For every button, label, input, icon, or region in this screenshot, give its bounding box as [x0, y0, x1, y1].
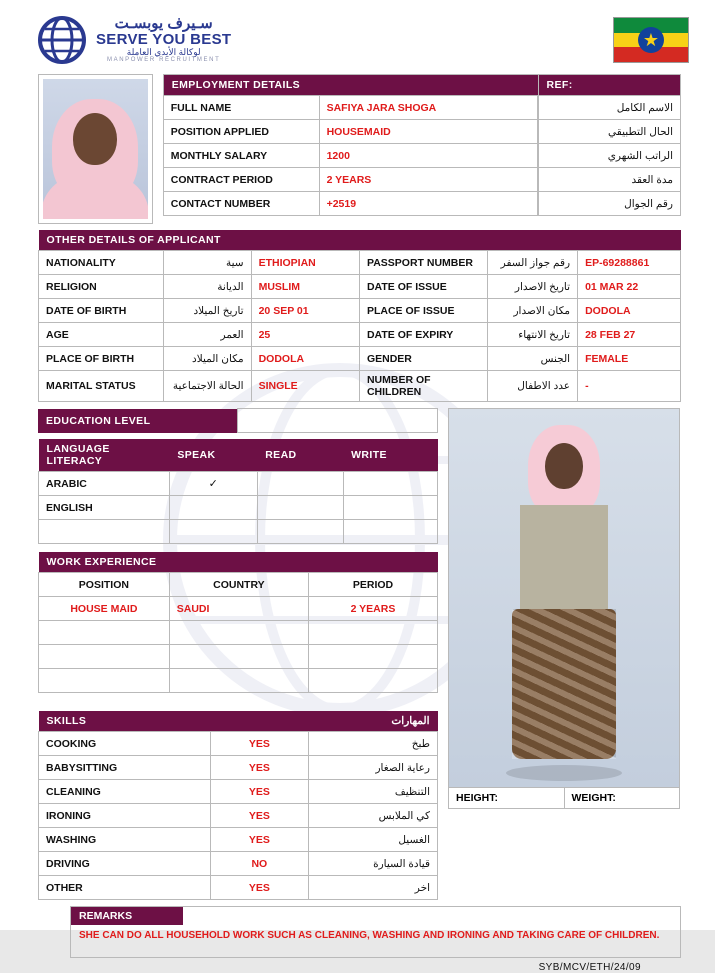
applicant-full-body-photo [448, 408, 680, 809]
number-of-children-value: - [578, 371, 681, 402]
brand-tagline: MANPOWER RECRUITMENT [107, 57, 221, 64]
lower-section [0, 402, 715, 900]
skill-cooking-label: COOKING [39, 732, 211, 756]
monthly-salary-arabic: الراتب الشهري [538, 144, 681, 168]
work-position-empty[interactable] [39, 669, 170, 693]
position-applied-arabic: الحال التطبيقي [538, 120, 681, 144]
language-col-speak: SPEAK [169, 439, 257, 472]
brand-arabic-subtitle: لوكالة الأيدي العاملة [126, 46, 201, 57]
employment-header: EMPLOYMENT DETAILS [163, 75, 538, 96]
arabic-read-cell[interactable] [257, 472, 343, 496]
work-period-empty[interactable] [308, 621, 437, 645]
place-of-issue-arabic: مكان الاصدار [487, 299, 578, 323]
skill-other-value: YES [211, 876, 308, 900]
contact-number-label: CONTACT NUMBER [163, 192, 319, 216]
language-col-write: WRITE [343, 439, 437, 472]
ref-label: REF: [538, 75, 681, 96]
contact-number-arabic: رقم الجوال [538, 192, 681, 216]
table-row [163, 96, 680, 120]
contact-number-value: +2519 [319, 192, 537, 216]
language-english-label: ENGLISH [39, 496, 170, 520]
skill-cleaning-value: YES [211, 780, 308, 804]
document-header [0, 0, 715, 70]
contract-period-arabic: مدة العقد [538, 168, 681, 192]
education-table [38, 408, 438, 433]
skill-other-label: OTHER [39, 876, 211, 900]
weight-field[interactable] [564, 787, 680, 808]
skills-header: SKILLS [39, 711, 211, 732]
contract-period-value: 2 YEARS [319, 168, 537, 192]
place-of-birth-label: PLACE OF BIRTH [39, 347, 164, 371]
table-row [39, 852, 438, 876]
date-of-issue-label: DATE OF ISSUE [359, 275, 487, 299]
table-row [163, 192, 680, 216]
table-row [39, 645, 438, 669]
employment-details-table [163, 74, 681, 216]
passport-number-label: PASSPORT NUMBER [359, 251, 487, 275]
place-of-birth-arabic: مكان الميلاد [164, 347, 252, 371]
place-of-issue-label: PLACE OF ISSUE [359, 299, 487, 323]
table-row [39, 323, 681, 347]
date-of-expiry-value: 28 FEB 27 [578, 323, 681, 347]
table-row [39, 804, 438, 828]
employment-section [0, 70, 715, 224]
work-country-empty[interactable] [169, 621, 308, 645]
skill-ironing-label: IRONING [39, 804, 211, 828]
table-row [163, 168, 680, 192]
skills-table [38, 711, 438, 900]
passport-number-value: EP-69288861 [578, 251, 681, 275]
full-name-value: SAFIYA JARA SHOGA [319, 96, 537, 120]
globe-icon [36, 14, 88, 66]
number-of-children-arabic: عدد الاطفال [487, 371, 578, 402]
education-header: EDUCATION LEVEL [38, 409, 237, 433]
brand-arabic-title: سـيرف يوبسـت [114, 15, 213, 33]
table-row [39, 621, 438, 645]
date-of-birth-value: 20 SEP 01 [251, 299, 359, 323]
skill-babysitting-arabic: رعاية الصغار [308, 756, 437, 780]
other-details-header: OTHER DETAILS OF APPLICANT [39, 230, 360, 251]
skill-cooking-arabic: طبخ [308, 732, 437, 756]
skill-washing-arabic: الغسيل [308, 828, 437, 852]
position-applied-value: HOUSEMAID [319, 120, 537, 144]
skill-cooking-value: YES [211, 732, 308, 756]
work-period-value: 2 YEARS [308, 597, 437, 621]
date-of-birth-label: DATE OF BIRTH [39, 299, 164, 323]
work-country-empty[interactable] [169, 669, 308, 693]
place-of-birth-value: DODOLA [251, 347, 359, 371]
height-label: HEIGHT: [456, 792, 498, 804]
work-col-period: PERIOD [308, 573, 437, 597]
table-row [39, 597, 438, 621]
full-name-arabic: الاسم الكامل [538, 96, 681, 120]
english-speak-cell[interactable] [169, 496, 257, 520]
table-row [39, 520, 438, 544]
language-header: LANGUAGE LITERACY [39, 439, 170, 472]
english-read-cell[interactable] [257, 496, 343, 520]
skill-babysitting-label: BABYSITTING [39, 756, 211, 780]
date-of-expiry-label: DATE OF EXPIRY [359, 323, 487, 347]
place-of-issue-value: DODOLA [578, 299, 681, 323]
table-row [39, 828, 438, 852]
arabic-speak-cell[interactable]: ✓ [169, 472, 257, 496]
age-value: 25 [251, 323, 359, 347]
applicant-portrait-photo [38, 74, 153, 224]
table-row [39, 669, 438, 693]
age-arabic: العمر [164, 323, 252, 347]
nationality-arabic: سية [164, 251, 252, 275]
skill-washing-label: WASHING [39, 828, 211, 852]
table-row [39, 299, 681, 323]
nationality-label: NATIONALITY [39, 251, 164, 275]
skill-other-arabic: اخر [308, 876, 437, 900]
work-country-empty[interactable] [169, 645, 308, 669]
contract-period-label: CONTRACT PERIOD [163, 168, 319, 192]
gender-arabic: الجنس [487, 347, 578, 371]
table-row [39, 251, 681, 275]
work-position-value: HOUSE MAID [39, 597, 170, 621]
religion-arabic: الديانة [164, 275, 252, 299]
table-row [163, 120, 680, 144]
work-col-position: POSITION [39, 573, 170, 597]
skill-driving-label: DRIVING [39, 852, 211, 876]
full-name-label: FULL NAME [163, 96, 319, 120]
marital-status-value: SINGLE [251, 371, 359, 402]
nationality-value: ETHIOPIAN [251, 251, 359, 275]
age-label: AGE [39, 323, 164, 347]
education-value[interactable] [237, 409, 437, 433]
skill-babysitting-value: YES [211, 756, 308, 780]
work-period-empty[interactable] [308, 669, 437, 693]
date-of-expiry-arabic: تاريخ الانتهاء [487, 323, 578, 347]
marital-status-arabic: الحالة الاجتماعية [164, 371, 252, 402]
language-literacy-table [38, 439, 438, 544]
marital-status-label: MARITAL STATUS [39, 371, 164, 402]
table-row [39, 347, 681, 371]
work-experience-header: WORK EXPERIENCE [39, 552, 438, 573]
skill-ironing-arabic: كي الملابس [308, 804, 437, 828]
table-row [39, 732, 438, 756]
skill-washing-value: YES [211, 828, 308, 852]
company-brand [36, 14, 231, 66]
other-details-table [38, 230, 681, 402]
date-of-birth-arabic: تاريخ الميلاد [164, 299, 252, 323]
skill-cleaning-arabic: التنظيف [308, 780, 437, 804]
position-applied-label: POSITION APPLIED [163, 120, 319, 144]
religion-value: MUSLIM [251, 275, 359, 299]
date-of-issue-value: 01 MAR 22 [578, 275, 681, 299]
skill-driving-arabic: قيادة السيارة [308, 852, 437, 876]
ethiopia-flag-icon: ★ [613, 17, 689, 63]
monthly-salary-label: MONTHLY SALARY [163, 144, 319, 168]
work-country-value: SAUDI [169, 597, 308, 621]
reference-code: SYB/MCV/ETH/24/09 [538, 962, 641, 973]
language-arabic-label: ARABIC [39, 472, 170, 496]
monthly-salary-value: 1200 [319, 144, 537, 168]
other-details-section [0, 224, 715, 402]
english-write-cell[interactable] [343, 496, 437, 520]
remarks-text: SHE CAN DO ALL HOUSEHOLD WORK SUCH AS CLEANING, WASHING AND IRONING AND TAKING CARE OF CHILDREN. [79, 930, 660, 941]
table-row [39, 496, 438, 520]
work-position-empty[interactable] [39, 621, 170, 645]
religion-label: RELIGION [39, 275, 164, 299]
work-period-empty[interactable] [308, 645, 437, 669]
table-row [163, 144, 680, 168]
date-of-issue-arabic: تاريخ الاصدار [487, 275, 578, 299]
remarks-header: REMARKS [71, 907, 183, 925]
skill-driving-value: NO [211, 852, 308, 876]
skill-ironing-value: YES [211, 804, 308, 828]
work-experience-table [38, 552, 438, 693]
gender-label: GENDER [359, 347, 487, 371]
gender-value: FEMALE [578, 347, 681, 371]
language-col-read: READ [257, 439, 343, 472]
work-position-empty[interactable] [39, 645, 170, 669]
table-row [39, 275, 681, 299]
height-field[interactable] [449, 787, 564, 808]
remarks-section [0, 900, 715, 973]
table-row [39, 876, 438, 900]
work-col-country: COUNTRY [169, 573, 308, 597]
table-row [39, 780, 438, 804]
number-of-children-label: NUMBER OF CHILDREN [359, 371, 487, 402]
table-row [39, 371, 681, 402]
skill-cleaning-label: CLEANING [39, 780, 211, 804]
table-row [39, 472, 438, 496]
table-row [39, 756, 438, 780]
arabic-write-cell[interactable] [343, 472, 437, 496]
passport-number-arabic: رقم جواز السفر [487, 251, 578, 275]
brand-english-title: SERVE YOU BEST [96, 31, 232, 49]
weight-label: WEIGHT: [571, 792, 616, 804]
skills-header-arabic: المهارات [308, 711, 437, 732]
